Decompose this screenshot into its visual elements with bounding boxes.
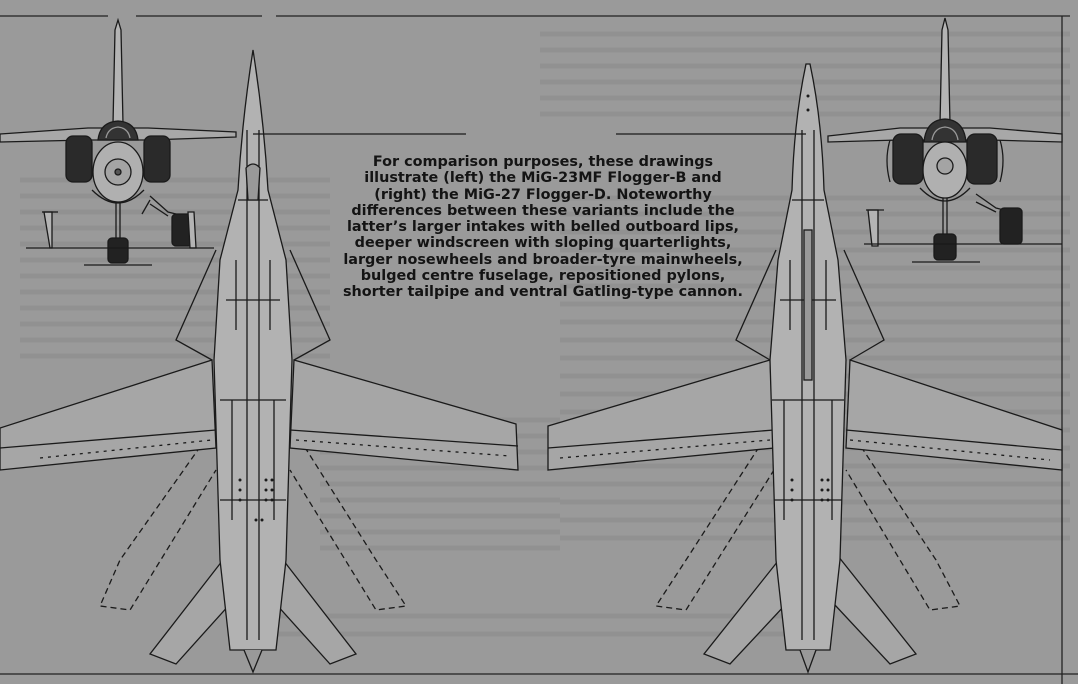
diagram-caption: For comparison purposes, these drawings illustrate (left) the MiG-23MF Flogger-B and (right) the MiG-27 Flogger-D. Noteworthy differences between these variants include the latter’s larger intakes with belled outboard lips, deeper windscreen with sloping quarterlights, larger nosewheels and broader-tyre mainwheels, bulged centre fuselage, repositioned pylons, shorter tailpipe and ventral Gatling-type cannon.: [342, 154, 744, 301]
